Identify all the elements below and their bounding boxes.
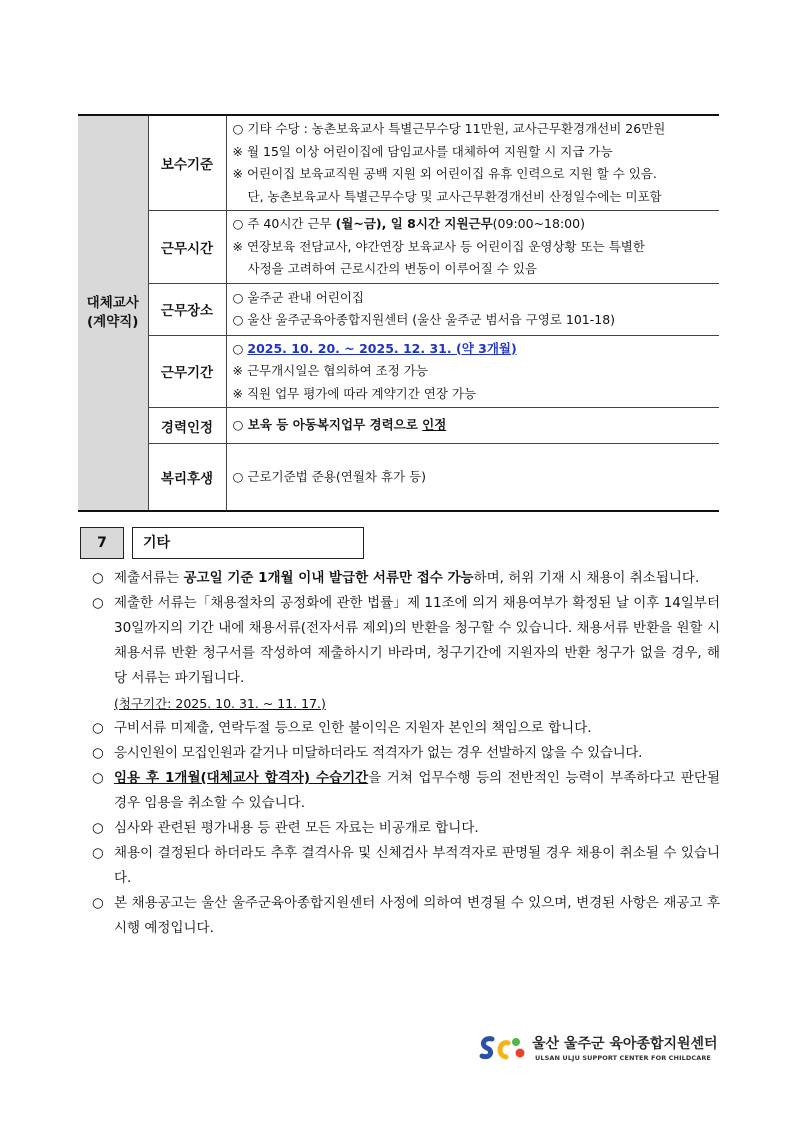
item-text: 본 채용공고는 울산 울주군육아종합지원센터 사정에 의하여 변경될 수 있으며, 변경된 사항은 재공고 후 시행 예정입니다. <box>114 895 720 936</box>
content-line <box>233 338 720 361</box>
item-text <box>114 766 720 816</box>
content-line: ※ 어린이집 보육교직원 공백 지원 외 어린이집 유휴 인력으로 지원 할 수 있음. <box>232 166 657 181</box>
row-content-welfare <box>226 444 719 511</box>
content-line: ※ 연장보육 전담교사, 야간연장 보육교사 등 어린이집 운영상황 또는 특별한 <box>232 238 645 254</box>
row-label-salary: 보수기준 <box>148 115 226 211</box>
list-item <box>92 741 720 766</box>
bullet-marker: ○ <box>92 820 104 836</box>
career-recognized: 인정 <box>422 417 447 433</box>
table-row <box>78 408 719 444</box>
content-line: 단, 농촌보육교사 특별근무수당 및 교사근무환경개선비 산정일수에는 미포함 <box>247 188 662 204</box>
content-line: ○ 울산 울주군육아종합지원센터 (울산 울주군 범서읍 구영로 101-18) <box>232 312 616 327</box>
bullet-marker: ○ <box>92 720 104 736</box>
item-text <box>114 566 720 591</box>
list-item <box>92 816 720 841</box>
section-number: 7 <box>80 527 124 559</box>
hours-text: ○ 주 40시간 근무 <box>232 216 336 231</box>
bullet-marker: ○ <box>92 570 104 586</box>
item-text-part: 하며, 허위 기재 시 채용이 취소됩니다. <box>473 570 700 586</box>
row-content-career <box>226 408 719 444</box>
bullet-marker: ○ <box>92 595 104 611</box>
category-cell <box>78 115 148 511</box>
content-line: ○ 근로기준법 준용(연월차 휴가 등) <box>232 468 427 484</box>
item-text: 제출한 서류는「채용절차의 공정화에 관한 법률」제 11조에 의거 채용여부가 확정된 날 이후 14일부터 30일까지의 기간 내에 채용서류(전자서류 제외)의 반환을 청구할 수 있습니다. 채용서류 반환을 원할 시 채용서류 반환 청구서를 작성하여 제출하시기 바라며, 청구기간에 지원자의 반환 청구가 없을 경우, 해당 서류는 파기됩니다. <box>114 595 720 686</box>
row-content-salary <box>226 115 719 211</box>
bullet-marker: ○ <box>92 770 104 786</box>
career-text: ○ 보육 등 아동복지업무 경력으로 <box>232 417 423 433</box>
row-label-period: 근무기간 <box>148 335 226 408</box>
list-item <box>92 716 720 741</box>
row-label-welfare: 복리후생 <box>148 444 226 511</box>
logo-korean-name: 울산 울주군 육아종합지원센터 <box>532 1036 718 1052</box>
center-logo-icon <box>478 1033 528 1063</box>
item-text: 응시인원이 모집인원과 같거나 미달하더라도 적격자가 없는 경우 선발하지 않을 수 있습니다. <box>114 745 643 761</box>
content-line: ※ 월 15일 이상 어린이집에 담임교사를 대체하여 지원할 시 지급 가능 <box>232 143 613 159</box>
period-bullet: ○ <box>232 340 248 356</box>
hours-time-text: (09:00~18:00) <box>492 216 585 231</box>
item-text-part: 을 거쳐 업무수행 등의 전반적인 능력이 부족하다고 판단될 경우 임용을 취소할 수 있습니다. <box>114 770 720 811</box>
item-text: 구비서류 미제출, 연락두절 등으로 인한 불이익은 지원자 본인의 책임으로 합니다. <box>114 720 592 736</box>
content-line: ※ 근무개시일은 협의하여 조정 가능 <box>232 363 428 378</box>
claim-period: (청구기간: 2025. 10. 31. ~ 11. 17.) <box>114 696 326 711</box>
bullet-marker: ○ <box>92 745 104 761</box>
row-label-location: 근무장소 <box>148 283 226 335</box>
row-content-hours <box>226 211 719 284</box>
category-label: 대체교사 (계약직) <box>86 294 139 330</box>
period-dates: 2025. 10. 20. ~ 2025. 12. 31. (약 3개월) <box>247 340 517 356</box>
table-row <box>78 115 719 211</box>
item-bold-text: 임용 후 1개월(대체교사 합격자) 수습기간 <box>114 770 369 786</box>
hours-bold-text: (월~금), 일 8시간 지원근무 <box>335 216 493 231</box>
bullet-marker: ○ <box>92 895 104 911</box>
list-item <box>92 591 720 691</box>
content-line <box>233 213 720 236</box>
list-item <box>92 766 720 816</box>
table-row <box>78 335 719 408</box>
row-content-location <box>226 283 719 335</box>
item-bold-text: 공고일 기준 1개월 이내 발급한 서류만 접수 가능 <box>183 570 474 586</box>
content-line: ○ 울주군 관내 어린이집 <box>232 289 365 305</box>
row-label-hours: 근무시간 <box>148 211 226 284</box>
table-row <box>78 211 719 284</box>
table-row <box>78 283 719 335</box>
row-content-period <box>226 335 719 408</box>
list-item <box>92 841 720 891</box>
list-item <box>92 566 720 591</box>
section-title: 기타 <box>132 527 364 559</box>
content-line: 사정을 고려하여 근로시간의 변동이 이루어질 수 있음 <box>247 261 537 276</box>
item-text-part: 제출서류는 <box>114 570 184 586</box>
bullet-marker: ○ <box>92 845 104 861</box>
content-line: ○ 기타 수당 : 농촌보육교사 특별근무수당 11만원, 교사근무환경개선비 26만원 <box>232 121 666 136</box>
logo-english-name: ULSAN ULJU SUPPORT CENTER FOR CHILDCARE <box>535 1054 711 1062</box>
item-text: 심사와 관련된 평가내용 등 관련 모든 자료는 비공개로 합니다. <box>114 820 479 836</box>
list-item <box>92 891 720 941</box>
row-label-career: 경력인정 <box>148 408 226 444</box>
notice-list <box>92 566 720 941</box>
table-row <box>78 444 719 511</box>
recruitment-conditions-table <box>78 114 719 512</box>
item-text: 채용이 결정된다 하더라도 추후 결격사유 및 신체검사 부적격자로 판명될 경우 채용이 취소될 수 있습니다. <box>114 845 720 886</box>
content-line: ※ 직원 업무 평가에 따라 계약기간 연장 가능 <box>232 385 477 401</box>
